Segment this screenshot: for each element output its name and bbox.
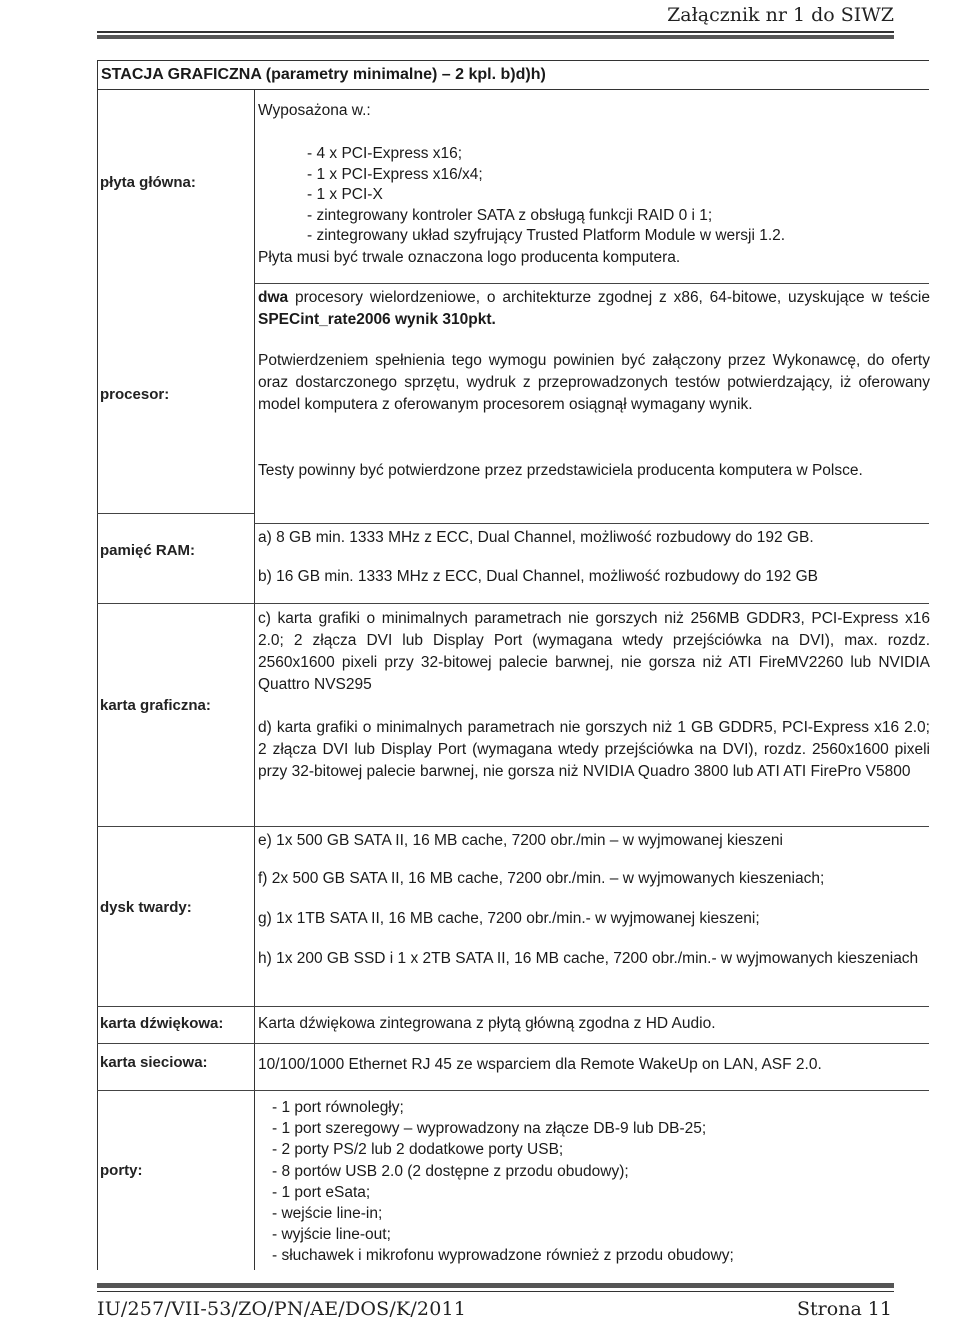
disk-option-e: e) 1x 500 GB SATA II, 16 MB cache, 7200 obr./min – w wyjmowanej kieszeni: [258, 832, 783, 849]
network-value: 10/100/1000 Ethernet RJ 45 ze wsparciem dla Remote WakeUp on LAN, ASF 2.0.: [258, 1056, 822, 1073]
list-item: - 1 port szeregowy – wyprowadzony na złącze DB-9 lub DB-25;: [272, 1118, 734, 1139]
label-ports: porty:: [100, 1162, 143, 1179]
ram-option-a: a) 8 GB min. 1333 MHz z ECC, Dual Channel, możliwość rozbudowy do 192 GB.: [258, 529, 814, 546]
list-item: - 1 port eSata;: [272, 1182, 734, 1203]
disk-option-h: h) 1x 200 GB SSD i 1 x 2TB SATA II, 16 MB cache, 7200 obr./min.- w wyjmowanych kieszeniach: [258, 950, 919, 967]
footer-rule-thick: [97, 1283, 894, 1288]
row-divider: [97, 826, 254, 827]
list-item: - 1 x PCI-Express x16/x4;: [307, 165, 785, 186]
row-divider: [254, 1043, 929, 1044]
row-divider: [254, 1006, 929, 1007]
section-title: STACJA GRAFICZNA (parametry minimalne) – 2 kpl. b)d)h): [97, 60, 929, 90]
label-processor: procesor:: [100, 386, 170, 403]
label-sound: karta dźwiękowa:: [100, 1015, 224, 1032]
row-divider: [97, 1090, 254, 1091]
list-item: - 8 portów USB 2.0 (2 dostępne z przodu obudowy);: [272, 1161, 734, 1182]
row-divider: [97, 513, 254, 514]
processor-tests: Testy powinny być potwierdzone przez przedstawiciela producenta komputera w Polsce.: [258, 462, 863, 479]
graphics-option-d: d) karta grafiki o minimalnych parametrach nie gorszych niż 1 GB GDDR5, PCI-Express x16 2.0; 2 złącza DVI lub Display Port (wymagana wtedy przejściówka na DVI), rozdz. 2560x1600 pixeli przy 32-bitowej palecie barwnej, nie gorsza niż NVIDIA Quadro 3800 lub ATI ATI FirePro V5800: [258, 719, 930, 780]
processor-spec: dwa procesory wielordzeniowe, o architekturze zgodnej z x86, 64-bitowe, uzyskujące w teście SPECint_rate2006 wynik 310pkt.: [258, 289, 930, 328]
label-disk: dysk twardy:: [100, 899, 192, 916]
motherboard-intro: Wyposażona w.:: [258, 102, 371, 119]
row-divider: [97, 1043, 254, 1044]
sound-value: Karta dźwiękowa zintegrowana z płytą główną zgodna z HD Audio.: [258, 1015, 716, 1032]
table-column-divider: [254, 90, 255, 1270]
ram-option-b: b) 16 GB min. 1333 MHz z ECC, Dual Channel, możliwość rozbudowy do 192 GB: [258, 568, 818, 585]
label-ram: pamięć RAM:: [100, 542, 196, 559]
document-reference: IU/257/VII-53/ZO/PN/AE/DOS/K/2011: [97, 1298, 467, 1320]
header-rule: [97, 31, 894, 33]
row-divider: [97, 1006, 254, 1007]
row-divider: [254, 603, 929, 604]
list-item: - wejście line-in;: [272, 1203, 734, 1224]
header-rule-thick: [97, 35, 894, 39]
list-item: - 4 x PCI-Express x16;: [307, 144, 785, 165]
label-network: karta sieciowa:: [100, 1054, 208, 1071]
document-header: Załącznik nr 1 do SIWZ: [667, 4, 894, 26]
list-item: - 2 porty PS/2 lub 2 dodatkowe porty USB;: [272, 1139, 734, 1160]
page-number: Strona 11: [797, 1298, 892, 1320]
row-divider: [254, 523, 929, 524]
list-item: - zintegrowany układ szyfrujący Trusted Platform Module w wersji 1.2.: [307, 226, 785, 247]
label-graphics: karta graficzna:: [100, 697, 211, 714]
processor-confirmation: Potwierdzeniem spełnienia tego wymogu powinien być załączony przez Wykonawcę, do oferty oraz dostarczonego sprzętu, wydruk z przeprowadzonych testów potwierdzający, iż oferowany model komputera z oferowanym procesorem osiągnął wymagany wynik.: [258, 352, 930, 413]
motherboard-features: [307, 144, 785, 247]
row-divider: [97, 603, 254, 604]
row-divider: [254, 283, 929, 284]
row-divider: [254, 826, 929, 827]
footer-rule: [97, 1291, 894, 1292]
list-item: - 1 x PCI-X: [307, 185, 785, 206]
table-left-border: [97, 90, 98, 1270]
label-motherboard: płyta główna:: [100, 174, 196, 191]
ports-list: [272, 1097, 734, 1267]
list-item: - zintegrowany kontroler SATA z obsługą funkcji RAID 0 i 1;: [307, 206, 785, 227]
graphics-option-c: c) karta grafiki o minimalnych parametrach nie gorszych niż 256MB GDDR3, PCI-Express x16 2.0; 2 złącza DVI lub Display Port (wymagana wtedy przejściówka na DVI), max. rozdz. 2560x1600 pixeli przy 32-bitowej palecie barwnej, nie gorsza niż ATI FireMV2260 lub NVIDIA Quattro NVS295: [258, 610, 930, 693]
motherboard-note: Płyta musi być trwale oznaczona logo producenta komputera.: [258, 249, 681, 266]
list-item: - 1 port równoległy;: [272, 1097, 734, 1118]
list-item: - słuchawek i mikrofonu wyprowadzone również z przodu obudowy;: [272, 1245, 734, 1266]
list-item: - wyjście line-out;: [272, 1224, 734, 1245]
disk-option-g: g) 1x 1TB SATA II, 16 MB cache, 7200 obr./min.- w wyjmowanej kieszeni;: [258, 910, 760, 927]
row-divider: [254, 1090, 929, 1091]
disk-option-f: f) 2x 500 GB SATA II, 16 MB cache, 7200 obr./min. – w wyjmowanych kieszeniach;: [258, 870, 825, 887]
